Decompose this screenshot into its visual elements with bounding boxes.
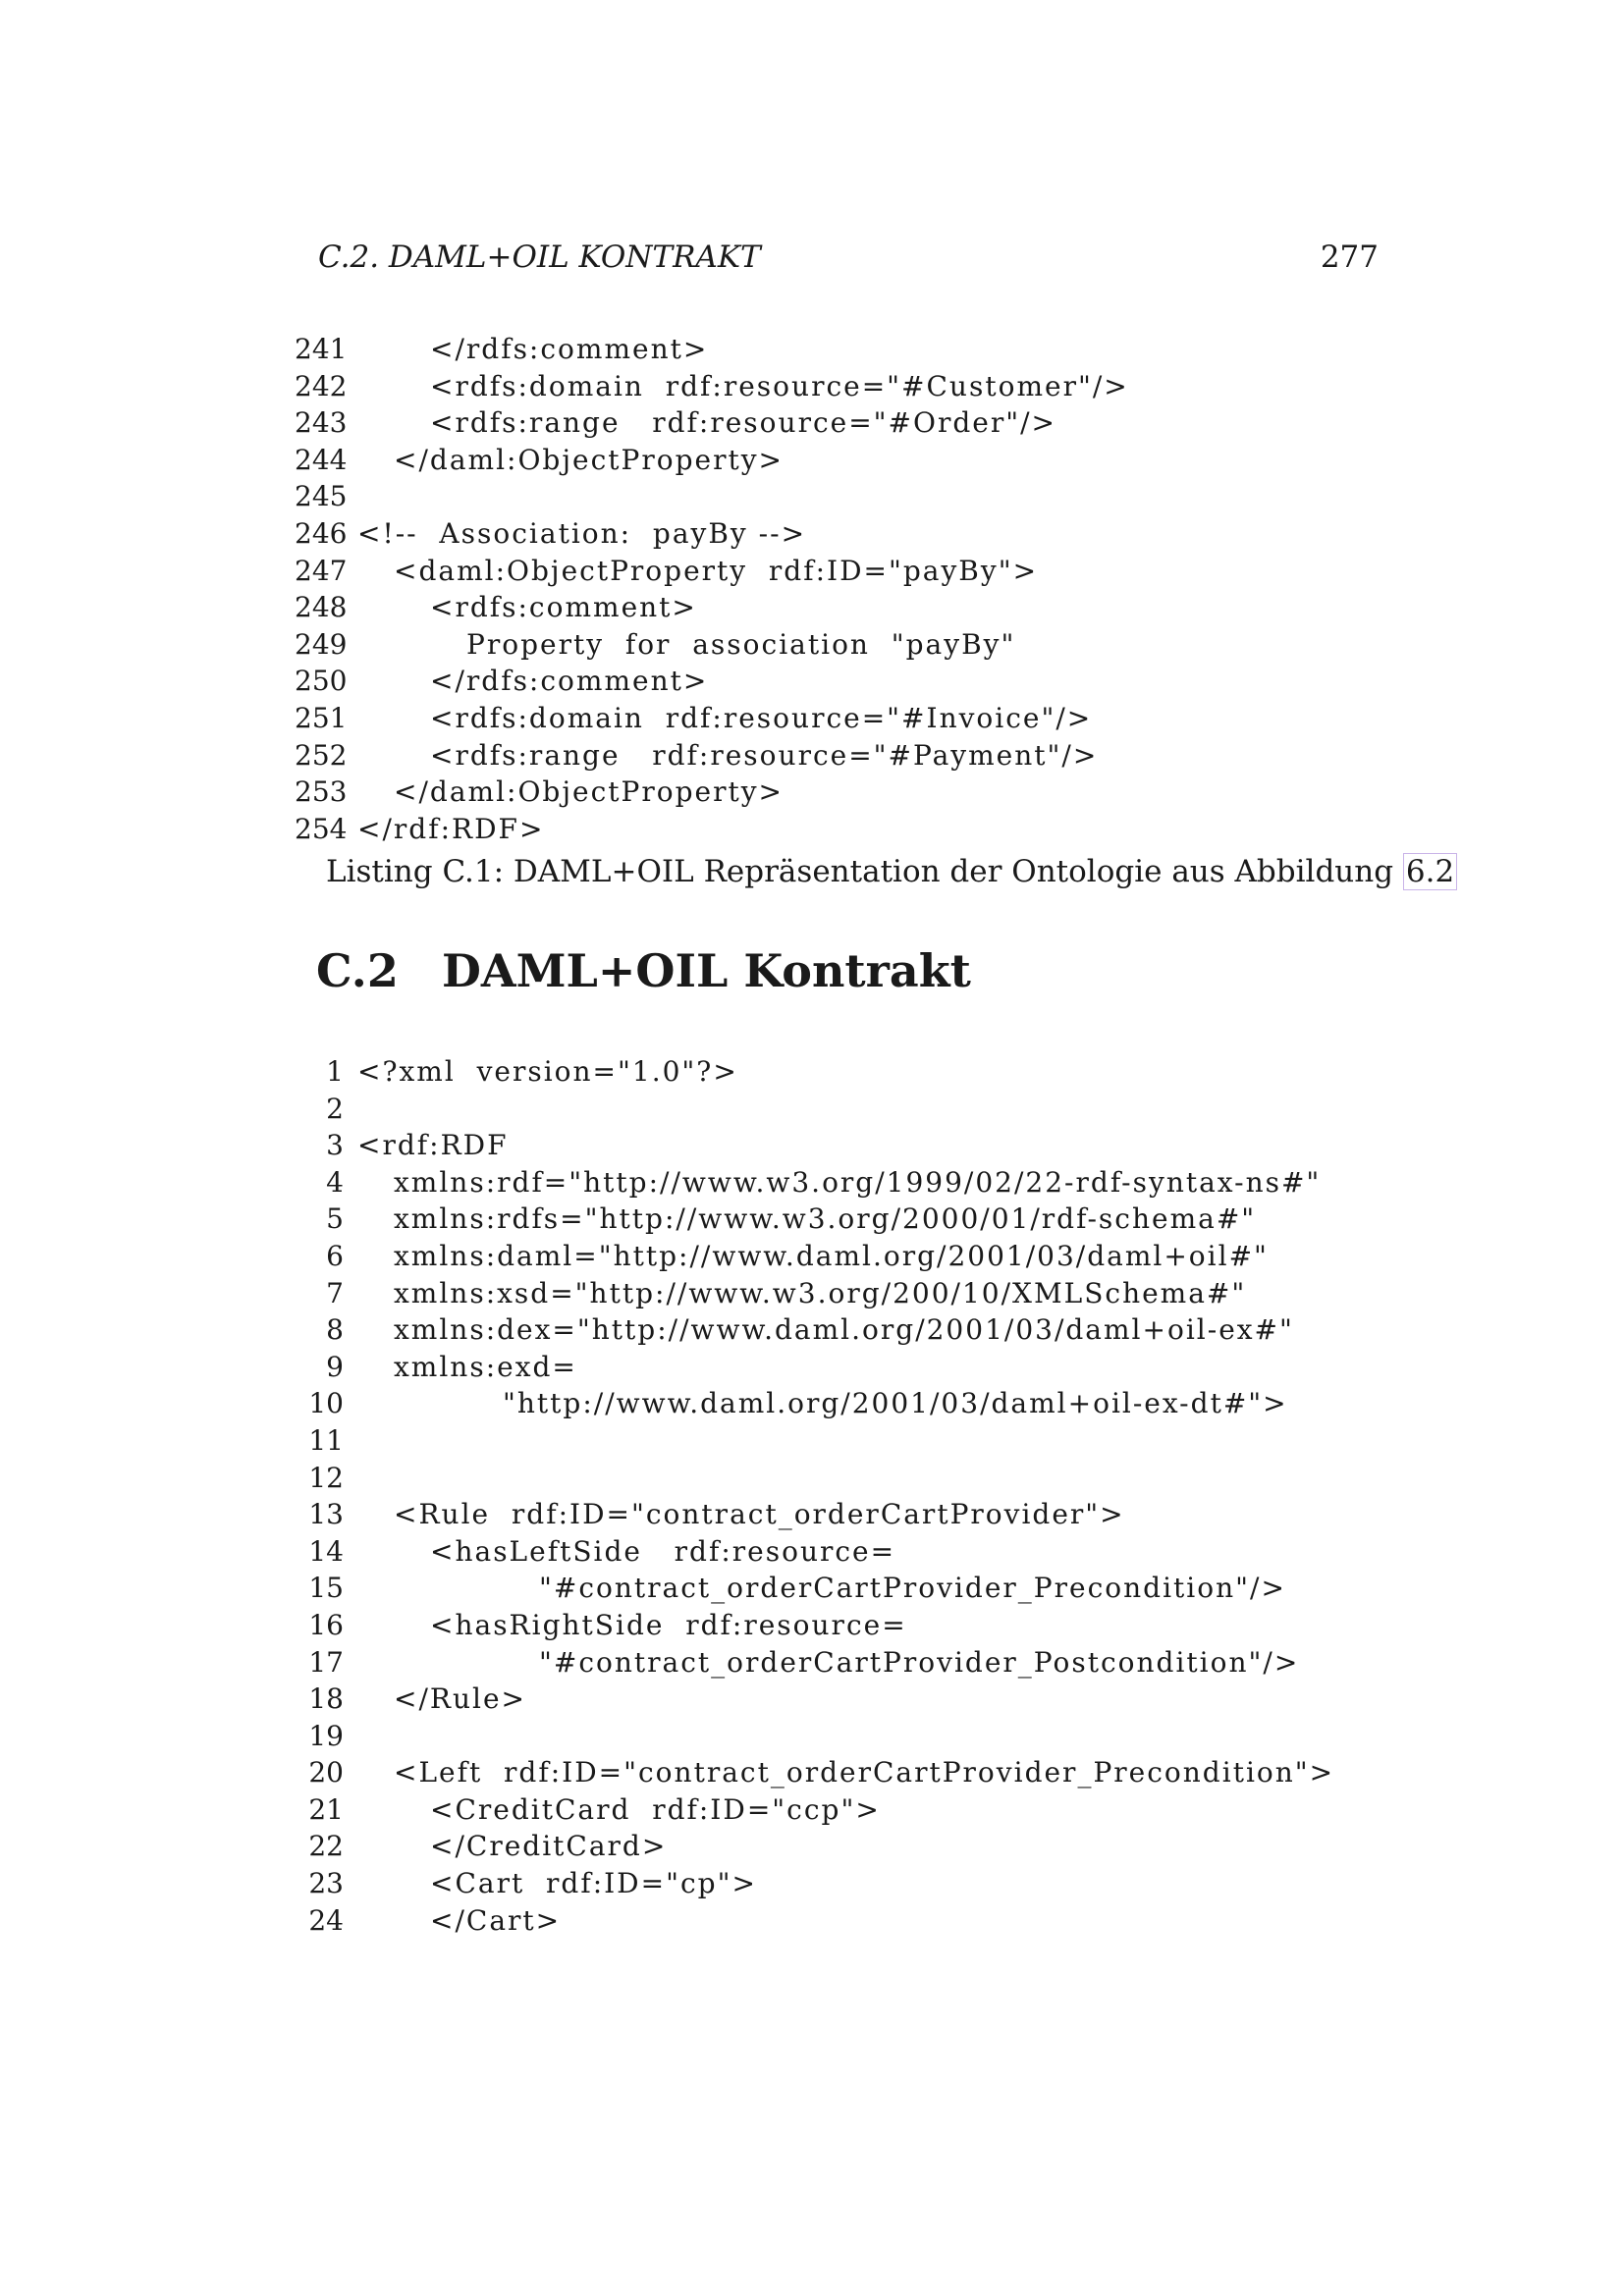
code-line [295,1902,1424,1940]
code-line [295,331,1424,368]
line-number: 24 [308,1903,344,1937]
code-listing-contract [295,1053,1424,1939]
code-text: <Cart rdf:ID="cp"> [430,1867,757,1900]
line-number: 17 [308,1645,344,1679]
code-line [295,1201,1424,1238]
code-line [295,1349,1424,1386]
running-header [318,240,1379,283]
code-line [295,1791,1424,1829]
line-number: 9 [326,1350,344,1383]
code-line [295,1127,1424,1164]
line-number: 15 [308,1572,344,1605]
listing-caption [326,854,1457,889]
line-number: 249 [295,627,348,661]
line-number: 11 [308,1423,344,1457]
line-number: 2 [326,1092,344,1125]
code-text: <rdfs:domain rdf:resource="#Invoice"/> [430,701,1093,734]
code-text: <hasRightSide rdf:resource= [430,1608,907,1641]
code-text: </rdfs:comment> [430,333,709,365]
code-line [295,1385,1424,1422]
code-line [295,811,1424,848]
code-line [295,774,1424,811]
code-text: "#contract_orderCartProvider_Precondition"/> [539,1572,1286,1605]
line-number: 246 [295,516,348,550]
code-line [295,1496,1424,1533]
code-text: <rdfs:range rdf:resource="#Payment"/> [430,738,1099,772]
line-number: 13 [308,1498,344,1531]
line-number: 245 [295,480,348,513]
line-number: 254 [295,812,348,845]
code-line [295,442,1424,479]
code-text: <rdfs:comment> [430,591,697,624]
code-line [295,589,1424,626]
code-text: </rdfs:comment> [430,665,709,698]
line-number: 247 [295,554,348,587]
code-text: </rdf:RDF> [357,812,545,845]
code-line [295,1828,1424,1865]
code-line [295,478,1424,515]
code-text: xmlns:xsd="http://www.w3.org/200/10/XMLSchema#" [394,1276,1247,1309]
code-line [295,1865,1424,1902]
line-number: 250 [295,665,348,698]
line-number: 7 [326,1276,344,1309]
code-text: </Rule> [394,1682,526,1716]
code-line [295,1607,1424,1644]
line-number: 12 [308,1461,344,1494]
line-number: 252 [295,738,348,772]
code-line [295,626,1424,664]
code-line [295,1533,1424,1571]
code-text: <rdfs:range rdf:resource="#Order"/> [430,406,1056,440]
code-text: </daml:ObjectProperty> [394,443,785,476]
code-text: xmlns:exd= [394,1350,577,1383]
code-line [295,1570,1424,1607]
section-number: C.2 [316,944,399,997]
line-number: 248 [295,591,348,624]
line-number: 18 [308,1682,344,1716]
line-number: 251 [295,701,348,734]
code-line [295,1681,1424,1718]
code-text: <CreditCard rdf:ID="ccp"> [430,1792,881,1826]
section-heading [316,944,971,997]
code-line [295,1053,1424,1091]
code-text: <daml:ObjectProperty rdf:ID="payBy"> [394,554,1039,587]
line-number: 22 [308,1830,344,1863]
line-number: 5 [326,1202,344,1236]
code-line [295,1275,1424,1312]
line-number: 23 [308,1867,344,1900]
code-listing-continued [295,331,1424,847]
code-text: Property for association "payBy" [466,627,1016,661]
code-text: xmlns:rdf="http://www.w3.org/1999/02/22-rdf-syntax-ns#" [394,1165,1322,1199]
line-number: 6 [326,1239,344,1272]
code-line [295,553,1424,590]
code-line [295,1754,1424,1791]
code-text: </daml:ObjectProperty> [394,775,785,809]
code-line [295,1644,1424,1682]
code-line [295,368,1424,405]
code-line [295,1311,1424,1349]
line-number: 1 [326,1055,344,1088]
figure-reference-link[interactable]: 6.2 [1403,853,1457,890]
code-text: <rdf:RDF [357,1129,509,1162]
code-line [295,700,1424,737]
code-line [295,1422,1424,1460]
line-number: 21 [308,1792,344,1826]
code-text: <Left rdf:ID="contract_orderCartProvider_Precondition"> [394,1756,1335,1789]
line-number: 241 [295,333,348,365]
line-number: 14 [308,1534,344,1568]
code-line [295,1164,1424,1201]
code-text: <?xml version="1.0"?> [357,1055,738,1088]
section-title: DAML+OIL Kontrakt [442,944,971,997]
code-line [295,1238,1424,1275]
code-text: <rdfs:domain rdf:resource="#Customer"/> [430,369,1129,402]
code-line [295,663,1424,700]
line-number: 10 [308,1387,344,1420]
code-text: xmlns:rdfs="http://www.w3.org/2000/01/rdf-schema#" [394,1202,1257,1236]
caption-text: Listing C.1: DAML+OIL Repräsentation der Ontologie aus Abbildung [326,854,1403,889]
line-number: 19 [308,1719,344,1752]
page-number: 277 [1320,240,1379,275]
line-number: 244 [295,443,348,476]
code-text: "#contract_orderCartProvider_Postcondition"/> [539,1645,1300,1679]
line-number: 242 [295,369,348,402]
code-text: <hasLeftSide rdf:resource= [430,1534,896,1568]
line-number: 253 [295,775,348,809]
code-line [295,1718,1424,1755]
code-line [295,515,1424,553]
running-title: C.2. DAML+OIL KONTRAKT [318,240,761,275]
code-text: <!-- Association: payBy --> [357,516,807,550]
code-text: xmlns:dex="http://www.daml.org/2001/03/daml+oil-ex#" [394,1313,1294,1347]
code-text: xmlns:daml="http://www.daml.org/2001/03/daml+oil#" [394,1239,1269,1272]
code-text: "http://www.daml.org/2001/03/daml+oil-ex-dt#"> [503,1387,1288,1420]
line-number: 20 [308,1756,344,1789]
line-number: 4 [326,1165,344,1199]
line-number: 3 [326,1129,344,1162]
code-line [295,1091,1424,1128]
line-number: 16 [308,1608,344,1641]
line-number: 243 [295,406,348,440]
code-line [295,737,1424,774]
code-text: </CreditCard> [430,1830,668,1863]
code-text: </Cart> [430,1903,562,1937]
code-line [295,404,1424,442]
line-number: 8 [326,1313,344,1347]
code-text: <Rule rdf:ID="contract_orderCartProvider"> [394,1498,1125,1531]
code-line [295,1460,1424,1497]
